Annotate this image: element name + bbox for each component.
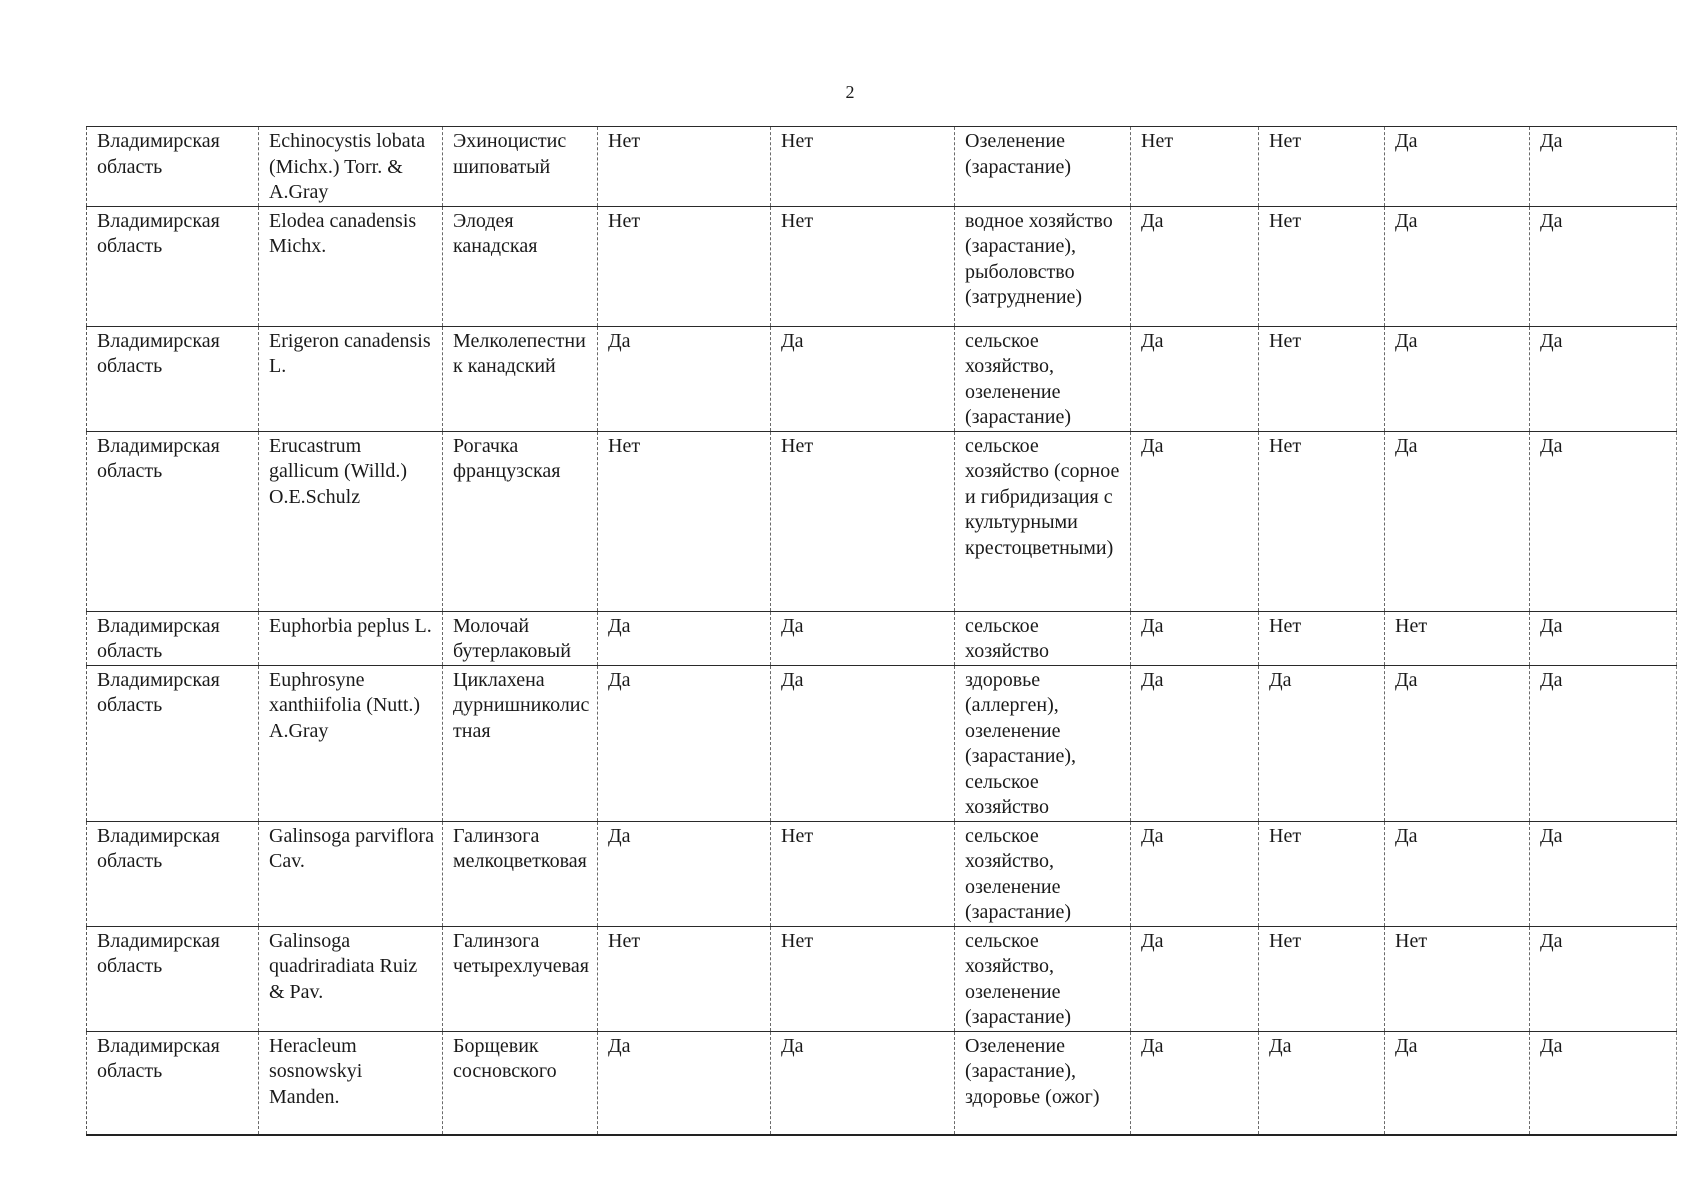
col5-cell: Да (771, 611, 955, 665)
col8-cell: Нет (1259, 611, 1385, 665)
table-body (87, 127, 1677, 1136)
impact-cell: сельское хозяйство (сорное и гибридизация с культурными крестоцветными) (955, 431, 1131, 611)
col5-cell: Нет (771, 821, 955, 926)
col8-cell: Да (1259, 665, 1385, 821)
col5-cell: Да (771, 1031, 955, 1135)
col8-cell: Нет (1259, 326, 1385, 431)
col9-cell: Да (1385, 665, 1530, 821)
col7-cell: Да (1131, 326, 1259, 431)
col9-cell: Да (1385, 127, 1530, 207)
col5-cell: Нет (771, 206, 955, 326)
region-cell: Владимирская область (87, 206, 259, 326)
impact-cell: здоровье (аллерген), озеленение (зарастание), сельское хозяйство (955, 665, 1131, 821)
region-cell: Владимирская область (87, 926, 259, 1031)
col8-cell: Нет (1259, 431, 1385, 611)
region-cell: Владимирская область (87, 127, 259, 207)
col10-cell: Да (1530, 926, 1677, 1031)
col4-cell: Да (598, 611, 771, 665)
table-row (87, 127, 1677, 207)
impact-cell: сельское хозяйство, озеленение (зарастание) (955, 821, 1131, 926)
latin-name-cell: Galinsoga parviflora Cav. (259, 821, 443, 926)
latin-name-cell: Erucastrum gallicum (Willd.) O.E.Schulz (259, 431, 443, 611)
russian-name-cell: Элодея канадская (443, 206, 598, 326)
col7-cell: Да (1131, 665, 1259, 821)
col4-cell: Да (598, 665, 771, 821)
col8-cell: Да (1259, 1031, 1385, 1135)
latin-name-cell: Erigeron canadensis L. (259, 326, 443, 431)
col9-cell: Да (1385, 1031, 1530, 1135)
russian-name-cell: Галинзога четырехлучевая (443, 926, 598, 1031)
col5-cell: Нет (771, 926, 955, 1031)
table-row (87, 1031, 1677, 1135)
table-row (87, 326, 1677, 431)
col9-cell: Да (1385, 431, 1530, 611)
col9-cell: Да (1385, 206, 1530, 326)
col4-cell: Нет (598, 431, 771, 611)
col8-cell: Нет (1259, 206, 1385, 326)
russian-name-cell: Молочай бутерлаковый (443, 611, 598, 665)
region-cell: Владимирская область (87, 1031, 259, 1135)
table-row (87, 431, 1677, 611)
col7-cell: Да (1131, 1031, 1259, 1135)
table-row (87, 926, 1677, 1031)
page-number: 2 (845, 82, 855, 102)
col4-cell: Да (598, 1031, 771, 1135)
russian-name-cell: Борщевик сосновского (443, 1031, 598, 1135)
col7-cell: Нет (1131, 127, 1259, 207)
latin-name-cell: Euphrosyne xanthiifolia (Nutt.) A.Gray (259, 665, 443, 821)
latin-name-cell: Elodea canadensis Michx. (259, 206, 443, 326)
region-cell: Владимирская область (87, 431, 259, 611)
col4-cell: Нет (598, 206, 771, 326)
col10-cell: Да (1530, 611, 1677, 665)
col7-cell: Да (1131, 611, 1259, 665)
region-cell: Владимирская область (87, 665, 259, 821)
impact-cell: сельское хозяйство, озеленение (зарастание) (955, 926, 1131, 1031)
table-row (87, 611, 1677, 665)
col4-cell: Нет (598, 926, 771, 1031)
impact-cell: сельское хозяйство, озеленение (зарастание) (955, 326, 1131, 431)
col8-cell: Нет (1259, 926, 1385, 1031)
col4-cell: Нет (598, 127, 771, 207)
latin-name-cell: Heracleum sosnowskyi Manden. (259, 1031, 443, 1135)
russian-name-cell: Циклахена дурнишниколистная (443, 665, 598, 821)
impact-cell: сельское хозяйство (955, 611, 1131, 665)
latin-name-cell: Galinsoga quadriradiata Ruiz & Pav. (259, 926, 443, 1031)
col10-cell: Да (1530, 127, 1677, 207)
russian-name-cell: Рогачка французская (443, 431, 598, 611)
col9-cell: Да (1385, 821, 1530, 926)
impact-cell: Озеленение (зарастание), здоровье (ожог) (955, 1031, 1131, 1135)
col10-cell: Да (1530, 1031, 1677, 1135)
col9-cell: Нет (1385, 926, 1530, 1031)
col10-cell: Да (1530, 326, 1677, 431)
col4-cell: Да (598, 821, 771, 926)
table-row (87, 821, 1677, 926)
col7-cell: Да (1131, 821, 1259, 926)
region-cell: Владимирская область (87, 326, 259, 431)
col5-cell: Да (771, 665, 955, 821)
col8-cell: Нет (1259, 127, 1385, 207)
region-cell: Владимирская область (87, 821, 259, 926)
russian-name-cell: Галинзога мелкоцветковая (443, 821, 598, 926)
table-row (87, 665, 1677, 821)
col7-cell: Да (1131, 926, 1259, 1031)
col9-cell: Да (1385, 326, 1530, 431)
impact-cell: Озеленение (зарастание) (955, 127, 1131, 207)
col10-cell: Да (1530, 665, 1677, 821)
col9-cell: Нет (1385, 611, 1530, 665)
russian-name-cell: Мелколепестник канадский (443, 326, 598, 431)
region-cell: Владимирская область (87, 611, 259, 665)
impact-cell: водное хозяйство (зарастание), рыболовство (затруднение) (955, 206, 1131, 326)
col5-cell: Да (771, 326, 955, 431)
col7-cell: Да (1131, 431, 1259, 611)
col10-cell: Да (1530, 431, 1677, 611)
col7-cell: Да (1131, 206, 1259, 326)
russian-name-cell: Эхиноцистис шиповатый (443, 127, 598, 207)
invasive-species-table (86, 126, 1677, 1136)
col10-cell: Да (1530, 821, 1677, 926)
table-row (87, 206, 1677, 326)
col10-cell: Да (1530, 206, 1677, 326)
col5-cell: Нет (771, 127, 955, 207)
latin-name-cell: Echinocystis lobata (Michx.) Torr. & A.Gray (259, 127, 443, 207)
col8-cell: Нет (1259, 821, 1385, 926)
col5-cell: Нет (771, 431, 955, 611)
latin-name-cell: Euphorbia peplus L. (259, 611, 443, 665)
col4-cell: Да (598, 326, 771, 431)
